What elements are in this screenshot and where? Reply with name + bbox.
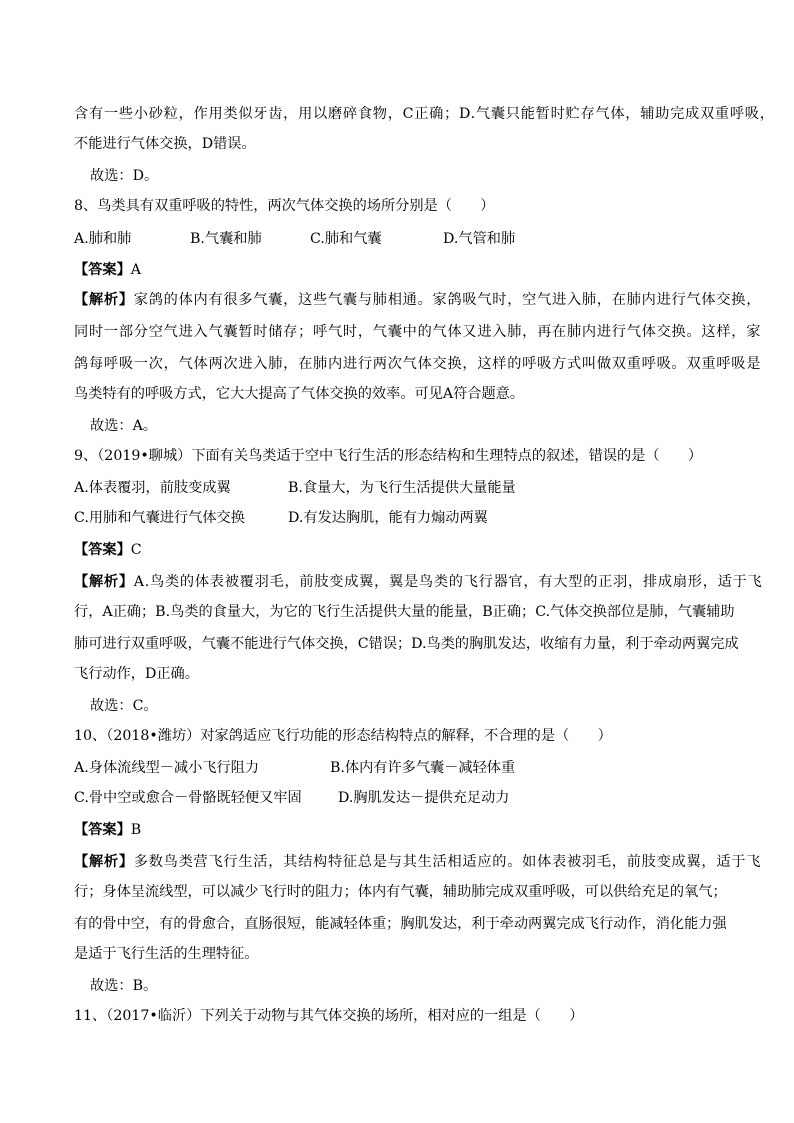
q9-option-c: C.用肺和气囊进行气体交换 — [74, 510, 245, 526]
q8-answer — [74, 260, 141, 280]
question-10-stem: 10、（2018•潍坊）对家鸽适应飞行功能的形态结构特点的解释，不合理的是（ ） — [74, 728, 612, 744]
q8-analysis-line-4: 鸟类特有的呼吸方式，它大大提高了气体交换的效率。可见A符合题意。 — [74, 386, 525, 402]
q10-analysis-tag: 【解析】 — [74, 854, 134, 870]
q10-analysis-line-4: 是适于飞行生活的生理特征。 — [74, 946, 259, 962]
question-9-stem: 9、（2019•聊城）下面有关鸟类适于空中飞行生活的形态结构和生理特点的叙述，错误的是（ ） — [74, 448, 703, 464]
q9-answer — [74, 540, 142, 560]
q10-analysis-line-2: 行；身体呈流线型，可以减少飞行时的阻力；体内有气囊，辅助肺完成双重呼吸，可以供给充足的氧气； — [74, 884, 727, 900]
q10-option-b: B.体内有许多气囊－减轻体重 — [330, 760, 516, 776]
q8-analysis-line-2: 同时一部分空气进入气囊暂时储存；呼气时，气囊中的气体又进入肺，再在肺内进行气体交换。这样，家 — [74, 324, 762, 340]
q8-option-d: D.气管和肺 — [443, 231, 516, 247]
q10-analysis-line-3: 有的骨中空，有的骨愈合，直肠很短，能减轻体重；胸肌发达，利于牵动两翼完成飞行动作，消化能力强 — [74, 916, 727, 932]
question-11-stem: 11、（2017•临沂）下列关于动物与其气体交换的场所，相对应的一组是（ ） — [74, 1008, 584, 1024]
q8-choice: 故选：A。 — [90, 418, 157, 434]
intro-line-2: 不能进行气体交换，D错误。 — [74, 136, 256, 152]
q8-option-b: B.气囊和肺 — [190, 231, 262, 247]
q9-option-b: B.食量大，为飞行生活提供大量能量 — [288, 480, 516, 496]
q9-analysis-line-1 — [74, 572, 762, 592]
q9-analysis-line-4: 飞行动作，D正确。 — [74, 666, 199, 682]
q8-option-a: A.肺和肺 — [74, 231, 132, 247]
q9-analysis-line-3: 肺可进行双重呼吸，气囊不能进行气体交换，C错误；D.鸟类的胸肌发达，收缩有力量，利于牵动两翼完成 — [74, 636, 739, 652]
q9-option-a: A.体表覆羽，前肢变成翼 — [74, 480, 231, 496]
question-8-stem: 8、鸟类具有双重呼吸的特性，两次气体交换的场所分别是（ ） — [74, 198, 495, 214]
q10-answer-tag: 【答案】 — [74, 822, 131, 838]
q10-option-d: D.胸肌发达－提供充足动力 — [338, 790, 510, 806]
intro-choice: 故选：D。 — [90, 168, 159, 184]
q10-choice: 故选：B。 — [90, 978, 158, 994]
q8-answer-tag: 【答案】 — [74, 262, 131, 278]
q10-analysis-line-1 — [74, 852, 761, 872]
intro-line-1: 含有一些小砂粒，作用类似牙齿，用以磨碎食物，C正确；D.气囊只能暂时贮存气体，辅助完成双重呼吸， — [74, 106, 775, 122]
q9-answer-tag: 【答案】 — [74, 542, 131, 558]
q10-option-c: C.骨中空或愈合－骨骼既轻便又牢固 — [74, 790, 302, 806]
q8-analysis-line-3: 鸽每呼吸一次，气体两次进入肺，在肺内进行两次气体交换，这样的呼吸方式叫做双重呼吸。双重呼吸是 — [74, 356, 762, 372]
q10-answer-value: B — [130, 822, 142, 838]
q8-analysis-line-1 — [74, 290, 761, 310]
q8-analysis-text: 家鸽的体内有很多气囊，这些气囊与肺相通。家鸽吸气时，空气进入肺，在肺内进行气体交换， — [133, 292, 762, 308]
q9-analysis-tag: 【解析】 — [74, 574, 134, 590]
q8-analysis-tag: 【解析】 — [74, 292, 134, 308]
q10-analysis-text: 多数鸟类营飞行生活，其结构特征总是与其生活相适应的。如体表被羽毛，前肢变成翼，适于飞 — [133, 854, 762, 870]
q9-answer-value: C — [130, 542, 142, 558]
q9-analysis-line-2: 行，A正确；B.鸟类的食量大，为它的飞行生活提供大量的能量，B正确；C.气体交换部位是肺，气囊辅助 — [74, 604, 735, 620]
q10-answer — [74, 820, 141, 840]
q8-answer-value: A — [130, 262, 142, 278]
q10-option-a: A.身体流线型－减小飞行阻力 — [74, 760, 260, 776]
q8-option-c: C.肺和气囊 — [310, 231, 382, 247]
q9-analysis-text: A.鸟类的体表被覆羽毛，前肢变成翼，翼是鸟类的飞行器官，有大型的正羽，排成扇形，适于飞 — [133, 574, 763, 590]
q9-choice: 故选：C。 — [90, 698, 158, 714]
q9-option-d: D.有发达胸肌，能有力煽动两翼 — [288, 510, 488, 526]
